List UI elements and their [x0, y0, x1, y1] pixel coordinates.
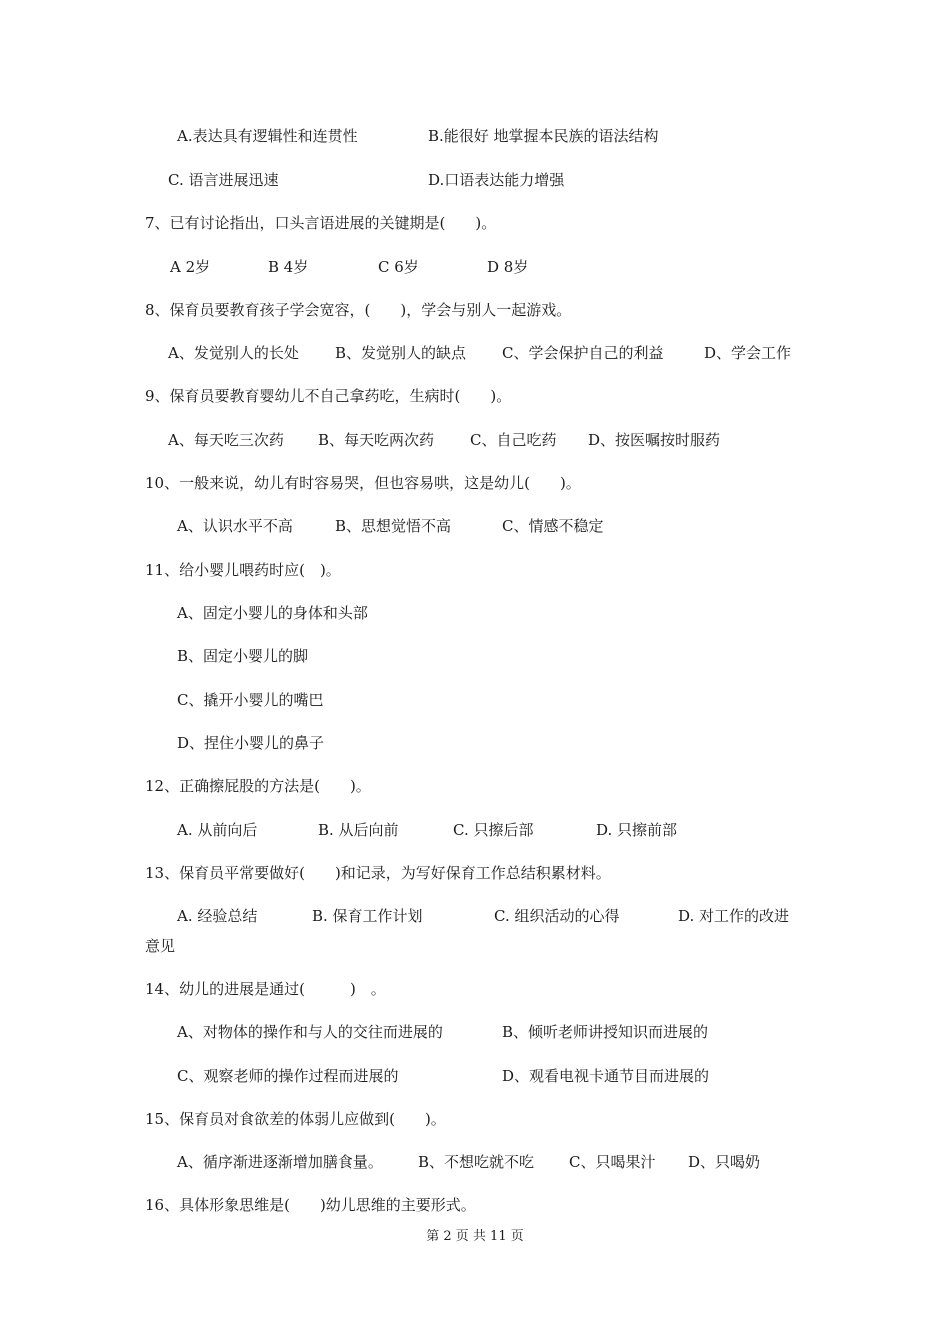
- q13-stem: 13、保育员平常要做好( )和记录，为写好保育工作总结积累材料。: [145, 864, 611, 882]
- q6-option-a: A.表达具有逻辑性和连贯性: [177, 127, 358, 145]
- q8-option-a: A、发觉别人的长处: [168, 344, 299, 362]
- q9-option-a: A、每天吃三次药: [168, 431, 284, 449]
- q6-option-d: D.口语表达能力增强: [428, 171, 565, 189]
- q12-option-d: D. 只擦前部: [596, 821, 678, 839]
- q8-stem: 8、保育员要教育孩子学会宽容，( )，学会与别人一起游戏。: [145, 301, 572, 319]
- q11-option-a: A、固定小婴儿的身体和头部: [177, 604, 368, 622]
- q9-stem: 9、保育员要教育婴幼儿不自己拿药吃，生病时( )。: [145, 387, 512, 405]
- q10-stem: 10、一般来说，幼儿有时容易哭，但也容易哄，这是幼儿( )。: [145, 474, 581, 492]
- q11-option-d: D、捏住小婴儿的鼻子: [177, 734, 325, 752]
- q14-stem: 14、幼儿的进展是通过( ) 。: [145, 980, 386, 998]
- q10-option-b: B、思想觉悟不高: [335, 517, 452, 535]
- q10-option-a: A、认识水平不高: [177, 517, 293, 535]
- q10-option-c: C、情感不稳定: [502, 517, 604, 535]
- q14-option-c: C、观察老师的操作过程而进展的: [177, 1067, 399, 1085]
- q11-stem: 11、给小婴儿喂药时应( )。: [145, 561, 341, 579]
- q9-option-b: B、每天吃两次药: [318, 431, 435, 449]
- q8-option-b: B、发觉别人的缺点: [335, 344, 467, 362]
- q14-option-a: A、对物体的操作和与人的交往而进展的: [177, 1023, 443, 1041]
- q12-option-a: A. 从前向后: [177, 821, 258, 839]
- q12-stem: 12、正确擦屁股的方法是( )。: [145, 777, 371, 795]
- q8-option-d: D、学会工作: [704, 344, 792, 362]
- q16-stem: 16、具体形象思维是( )幼儿思维的主要形式。: [145, 1196, 476, 1214]
- q15-option-c: C、只喝果汁: [569, 1153, 656, 1171]
- q7-option-d: D 8岁: [487, 258, 529, 276]
- q15-option-a: A、循序渐进逐渐增加膳食量。: [177, 1153, 383, 1171]
- q15-option-d: D、只喝奶: [688, 1153, 761, 1171]
- q13-option-b: B. 保育工作计划: [312, 907, 423, 925]
- q15-stem: 15、保育员对食欲差的体弱儿应做到( )。: [145, 1110, 446, 1128]
- q7-option-a: A 2岁: [170, 258, 211, 276]
- q13-option-d: D. 对工作的改进: [678, 907, 790, 925]
- q13-option-a: A. 经验总结: [177, 907, 258, 925]
- q8-option-c: C、学会保护自己的利益: [502, 344, 664, 362]
- q6-option-c: C. 语言进展迅速: [168, 171, 279, 189]
- q13-option-d-continued: 意见: [145, 937, 176, 955]
- q9-option-d: D、按医嘱按时服药: [588, 431, 721, 449]
- page-footer: 第 2 页 共 11 页: [426, 1229, 524, 1244]
- q11-option-b: B、固定小婴儿的脚: [177, 647, 309, 665]
- q6-option-b: B.能很好 地掌握本民族的语法结构: [428, 127, 659, 145]
- q7-stem: 7、已有讨论指出，口头言语进展的关键期是( )。: [145, 214, 497, 232]
- q15-option-b: B、不想吃就不吃: [418, 1153, 535, 1171]
- q14-option-d: D、观看电视卡通节目而进展的: [502, 1067, 710, 1085]
- q12-option-c: C. 只擦后部: [453, 821, 534, 839]
- q7-option-b: B 4岁: [268, 258, 309, 276]
- q9-option-c: C、自己吃药: [470, 431, 557, 449]
- q14-option-b: B、倾听老师讲授知识而进展的: [502, 1023, 709, 1041]
- q12-option-b: B. 从后向前: [318, 821, 399, 839]
- q13-option-c: C. 组织活动的心得: [494, 907, 620, 925]
- q7-option-c: C 6岁: [378, 258, 419, 276]
- q11-option-c: C、撬开小婴儿的嘴巴: [177, 691, 324, 709]
